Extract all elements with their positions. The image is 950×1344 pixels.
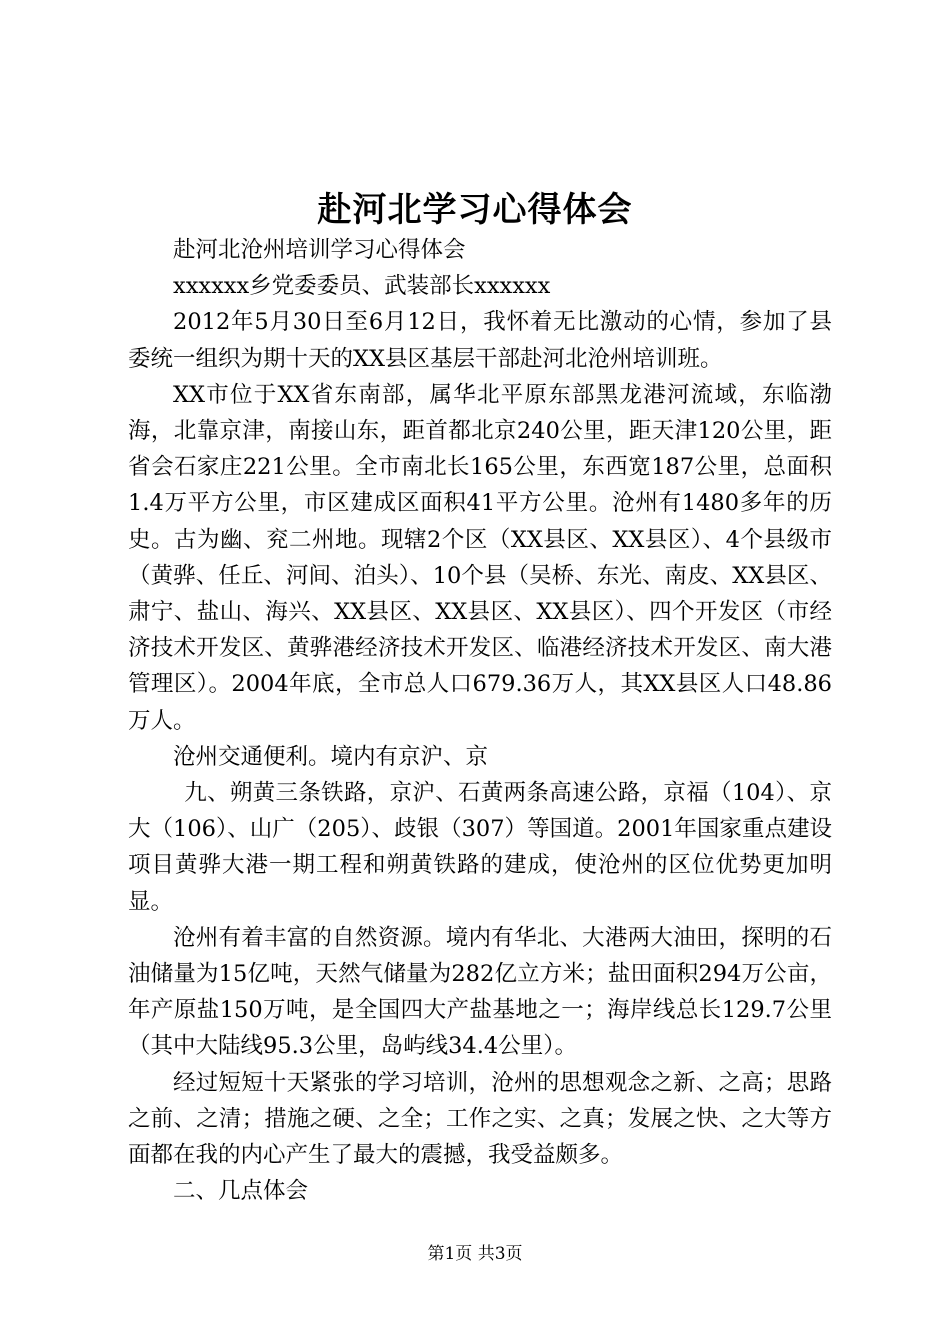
document-body bbox=[128, 232, 832, 1209]
body-paragraph: XX市位于XX省东南部，属华北平原东部黑龙港河流域，东临渤海，北靠京津，南接山东，距首都北京240公里，距天津120公里，距省会石家庄221公里。全市南北长165公里，东西宽187公里，总面积1.4万平方公里，市区建成区面积41平方公里。沧州有1480多年的历史。古为幽、兖二州地。现辖2个区（XX县区、XX县区）、4个县级市（黄骅、任丘、河间、泊头）、10个县（吴桥、东光、南皮、XX县区、肃宁、盐山、海兴、XX县区、XX县区、XX县区）、四个开发区（市经济技术开发区、黄骅港经济技术开发区、临港经济技术开发区、南大港管理区）。2004年底，全市总人口679.36万人，其XX县区人口48.86万人。 bbox=[128, 381, 832, 734]
body-paragraph: 九、朔黄三条铁路，京沪、石黄两条高速公路，京福（104）、京大（106）、山广（205）、歧银（307）等国道。2001年国家重点建设项目黄骅大港一期工程和朔黄铁路的建成，使沧州的区位优势更加明显。 bbox=[128, 780, 832, 915]
section-heading: 二、几点体会 bbox=[173, 1178, 309, 1205]
subtitle-paragraph: 赴河北沧州培训学习心得体会 bbox=[173, 237, 466, 263]
author-line: xxxxxx乡党委委员、武装部长xxxxxx bbox=[173, 273, 551, 300]
body-paragraph: 沧州交通便利。境内有京沪、京 bbox=[173, 743, 489, 770]
page-number-footer: 第1页 共3页 bbox=[427, 1244, 523, 1264]
body-paragraph: 经过短短十天紧张的学习培训，沧州的思想观念之新、之高；思路之前、之清；措施之硬、之全；工作之实、之真；发展之快、之大等方面都在我的内心产生了最大的震撼，我受益颇多。 bbox=[128, 1069, 832, 1169]
body-paragraph: 2012年5月30日至6月12日，我怀着无比激动的心情，参加了县委统一组织为期十天的XX县区基层干部赴河北沧州培训班。 bbox=[128, 309, 832, 372]
document-title: 赴河北学习心得体会 bbox=[317, 190, 633, 230]
body-paragraph: 沧州有着丰富的自然资源。境内有华北、大港两大油田，探明的石油储量为15亿吨，天然气储量为282亿立方米；盐田面积294万公亩，年产原盐150万吨，是全国四大产盐基地之一；海岸线总长129.7公里（其中大陆线95.3公里，岛屿线34.4公里）。 bbox=[128, 924, 832, 1060]
